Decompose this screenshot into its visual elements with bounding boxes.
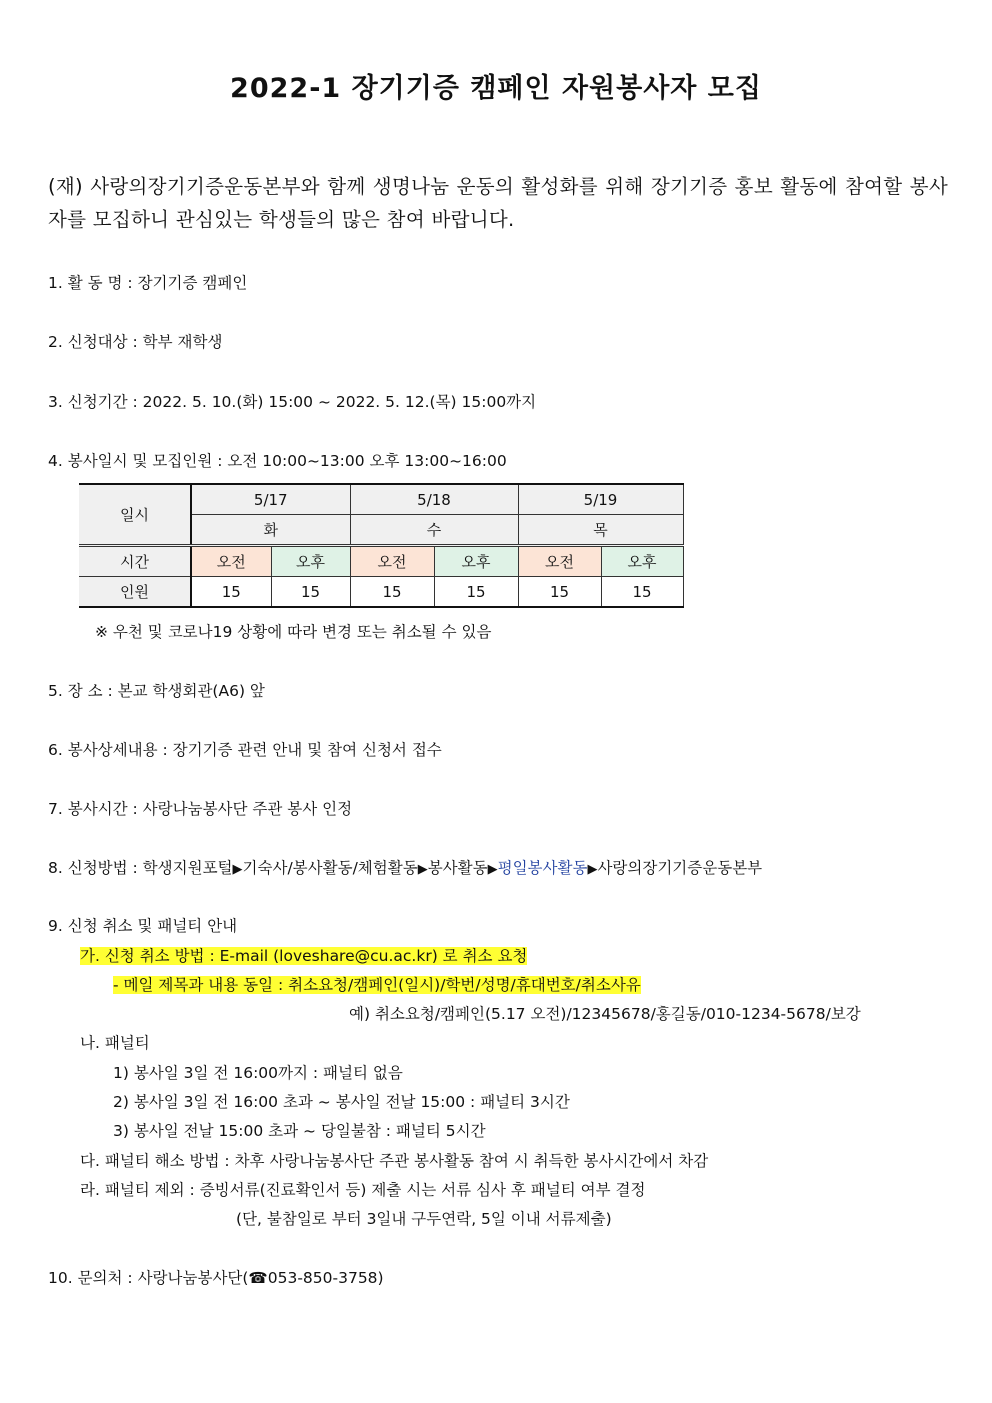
item-contact: 10. 문의처 : 사랑나눔봉사단(☎053-850-3758) <box>48 1269 384 1287</box>
time-pm-cell: 오후 <box>601 546 683 577</box>
day-cell: 화 <box>191 515 350 546</box>
method-prefix: 8. 신청방법 : 학생지원포털 <box>48 859 233 877</box>
triangle-right-icon: ▶ <box>487 862 498 877</box>
method-step-2: 봉사활동 <box>427 859 488 877</box>
item-schedule: 4. 봉사일시 및 모집인원 : 오전 10:00~13:00 오후 13:00~16:00 <box>48 452 507 470</box>
triangle-right-icon: ▶ <box>417 862 428 877</box>
count-cell: 15 <box>350 577 434 608</box>
time-pm-cell: 오후 <box>271 546 350 577</box>
penalty-rule-3: 3) 봉사일 전날 15:00 초과 ~ 당일불참 : 패널티 5시간 <box>113 1122 486 1140</box>
cancel-method-text: 가. 신청 취소 방법 : E-mail (loveshare@cu.ac.kr) 로 취소 요청 <box>80 947 528 965</box>
intro-paragraph: (재) 사랑의장기기증운동본부와 함께 생명나눔 운동의 활성화를 위해 장기기증 홍보 활동에 참여할 봉사자를 모집하니 관심있는 학생들의 많은 참여 바랍니다. <box>48 175 948 231</box>
item-activity-name: 1. 활 동 명 : 장기기증 캠페인 <box>48 274 248 292</box>
method-step-4: 사랑의장기기증운동본부 <box>597 859 763 877</box>
time-am-cell: 오전 <box>191 546 271 577</box>
date-cell: 5/17 <box>191 484 350 515</box>
triangle-right-icon: ▶ <box>587 862 598 877</box>
count-cell: 15 <box>271 577 350 608</box>
header-time-label: 시간 <box>79 546 191 577</box>
item-target: 2. 신청대상 : 학부 재학생 <box>48 333 223 351</box>
count-cell: 15 <box>191 577 271 608</box>
count-cell: 15 <box>518 577 601 608</box>
item-method <box>48 856 762 878</box>
header-count-label: 인원 <box>79 577 191 608</box>
cancel-mail-format <box>113 973 641 995</box>
weather-note: ※ 우천 및 코로나19 상황에 따라 변경 또는 취소될 수 있음 <box>95 623 492 641</box>
page-title: 2022-1 장기기증 캠페인 자원봉사자 모집 <box>230 73 762 104</box>
date-cell: 5/19 <box>518 484 683 515</box>
header-date-label: 일시 <box>79 484 191 546</box>
penalty-exemption: 라. 패널티 제외 : 증빙서류(진료확인서 등) 제출 시는 서류 심사 후 패널티 여부 결정 <box>80 1181 646 1199</box>
item-period: 3. 신청기간 : 2022. 5. 10.(화) 15:00 ~ 2022. 5. 12.(목) 15:00까지 <box>48 393 537 411</box>
count-cell: 15 <box>601 577 683 608</box>
date-cell: 5/18 <box>350 484 518 515</box>
time-am-cell: 오전 <box>350 546 434 577</box>
penalty-rule-2: 2) 봉사일 3일 전 16:00 초과 ~ 봉사일 전날 15:00 : 패널티 3시간 <box>113 1093 570 1111</box>
count-cell: 15 <box>434 577 518 608</box>
item-hours: 7. 봉사시간 : 사랑나눔봉사단 주관 봉사 인정 <box>48 800 353 818</box>
cancel-example: 예) 취소요청/캠페인(5.17 오전)/12345678/홍길동/010-1234-5678/보강 <box>349 1005 861 1023</box>
method-step-3: 평일봉사활동 <box>497 859 588 877</box>
penalty-resolution: 다. 패널티 해소 방법 : 차후 사랑나눔봉사단 주관 봉사활동 참여 시 취득한 봉사시간에서 차감 <box>80 1152 709 1170</box>
cancel-mail-format-text: - 메일 제목과 내용 동일 : 취소요청/캠페인(일시)/학번/성명/휴대번호/취소사유 <box>113 976 641 994</box>
penalty-heading: 나. 패널티 <box>80 1034 150 1052</box>
triangle-right-icon: ▶ <box>232 862 243 877</box>
penalty-exemption-note: (단, 불참일로 부터 3일내 구두연락, 5일 이내 서류제출) <box>236 1210 612 1228</box>
method-step-1: 기숙사/봉사활동/체험활동 <box>242 859 418 877</box>
item-details: 6. 봉사상세내용 : 장기기증 관련 안내 및 참여 신청서 접수 <box>48 741 442 759</box>
item-location: 5. 장 소 : 본교 학생회관(A6) 앞 <box>48 682 265 700</box>
day-cell: 목 <box>518 515 683 546</box>
cancel-method <box>80 944 527 966</box>
item-cancel-heading: 9. 신청 취소 및 패널티 안내 <box>48 917 238 935</box>
day-cell: 수 <box>350 515 518 546</box>
time-am-cell: 오전 <box>518 546 601 577</box>
schedule-table <box>79 483 684 608</box>
penalty-rule-1: 1) 봉사일 3일 전 16:00까지 : 패널티 없음 <box>113 1064 403 1082</box>
time-pm-cell: 오후 <box>434 546 518 577</box>
